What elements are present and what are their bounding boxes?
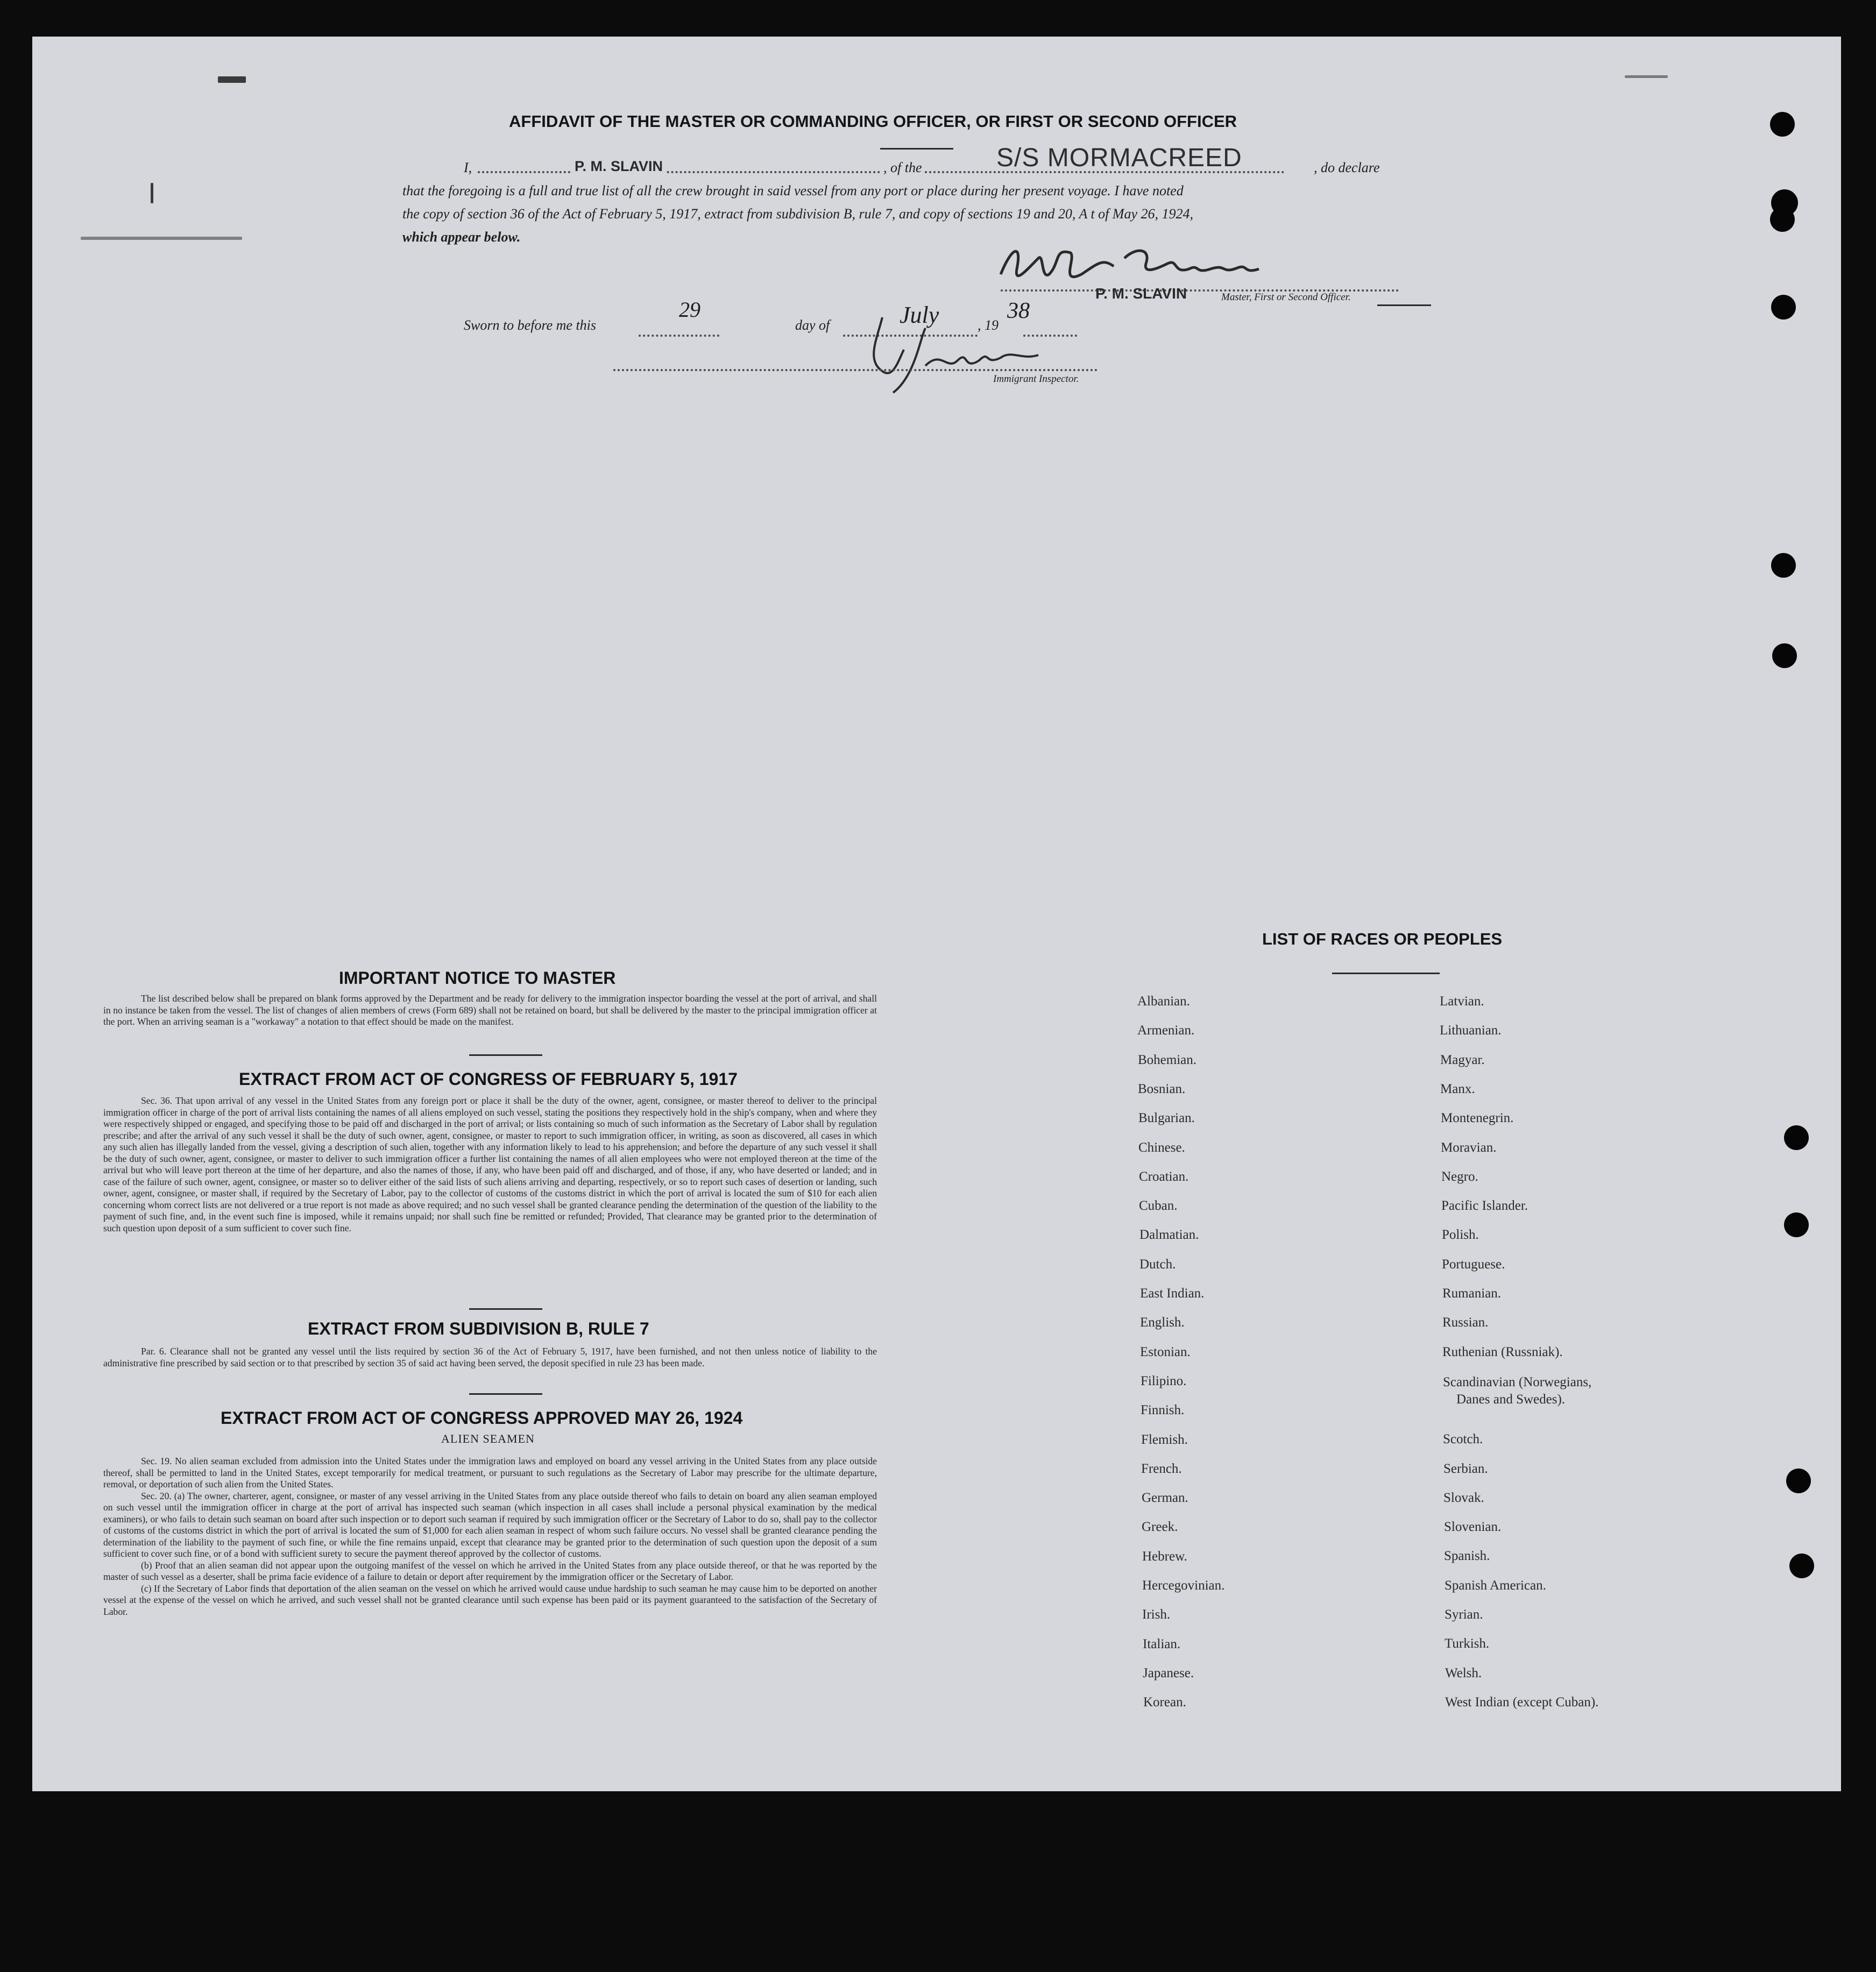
inspector-caption: Immigrant Inspector. [993, 373, 1079, 385]
race-item: Portuguese. [1442, 1257, 1505, 1272]
race-item: Scandinavian (Norwegians, Danes and Swedes). [1443, 1375, 1592, 1407]
extract-1924-title: EXTRACT FROM ACT OF CONGRESS APPROVED MAY 26, 1924 [221, 1408, 743, 1428]
race-item: Montenegrin. [1441, 1111, 1514, 1125]
declaration-line: the copy of section 36 of the Act of February 5, 1917, extract from subdivision B, rule 7, and copy of sections 19 and 20, A t of May 26, 1924, [402, 206, 1194, 222]
race-item: Spanish. [1444, 1549, 1490, 1563]
section-divider [469, 1308, 542, 1310]
sworn-day: 29 [679, 297, 700, 322]
binder-hole [1770, 112, 1795, 137]
signer-stamp: P. M. SLAVIN [1095, 285, 1187, 302]
sworn-month: July [900, 302, 939, 328]
scan-speck [1625, 75, 1668, 78]
notice-title: IMPORTANT NOTICE TO MASTER [339, 968, 616, 988]
affidavit-title: AFFIDAVIT OF THE MASTER OR COMMANDING OFFICER, OR FIRST OR SECOND OFFICER [509, 112, 1237, 131]
race-item: Greek. [1142, 1520, 1178, 1534]
sworn-year: 38 [1007, 299, 1030, 323]
race-item: Armenian. [1137, 1023, 1195, 1038]
race-item: Italian. [1143, 1637, 1181, 1651]
race-item: Japanese. [1143, 1666, 1194, 1680]
race-item: Irish. [1142, 1607, 1171, 1622]
race-item: East Indian. [1140, 1286, 1205, 1301]
race-item: Serbian. [1443, 1462, 1488, 1476]
inspector-signature-line [613, 369, 1098, 371]
race-item: Russian. [1442, 1315, 1489, 1330]
race-item: Finnish. [1141, 1403, 1185, 1417]
race-item: West Indian (except Cuban). [1445, 1695, 1599, 1709]
race-item: Filipino. [1141, 1374, 1187, 1388]
race-item: Latvian. [1440, 994, 1484, 1009]
binder-hole [1784, 1125, 1809, 1150]
rule7-text: Par. 6. Clearance shall not be granted any vessel until the lists required by section 36 of the Act of February 5, 1917, have been furnished, and not then unless notice of liability to the administrative fine prescribed by said section or to that prescribed by section 35 of said act having been served, the deposit specified in rule 23 has been made. [103, 1346, 877, 1368]
binder-hole [1770, 207, 1795, 232]
race-item: Lithuanian. [1440, 1023, 1502, 1038]
race-item: Magyar. [1440, 1053, 1485, 1067]
extract-1924-text: Sec. 19. No alien seaman excluded from admission into the United States under the immigration laws and employed on board any vessel arriving in the United States from any place outside thereof, shall be permitted to land in the United States, except temporarily for medical treatment, or pursuant to such regulations as the Secretary of Labor may prescribe for the ultimate departure, removal, or deportation of such alien from the United States. Sec. 20. (a) The owner, charterer, agent, consignee, or master of any vessel arriving in the United States from any place outside thereof who fails to detain on board any alien seaman employed on such vessel until the immigration officer in charge at the port of arrival has inspected such seaman (which inspection in all cases shall include a personal physical examination by the medical examiners), or who fails to detain such seaman on board after such inspection or to deport such seaman if required by such immigration officer or the Secretary of Labor to do so, shall pay to the collector of customs of the customs district in which the port of arrival is located the sum of $1,000 for each alien seaman in respect of whom such failure occurs. No vessel shall be granted clearance pending the determination of the liability to the payment of such fine, or while the fine remains unpaid, except that clearance may be granted prior to the determination of such question upon the deposit of a sum sufficient to cover such fine, or of a bond with sufficient surety to secure the payment thereof approved by the collector of customs. (b) Proof that an alien seaman did not appear upon the outgoing manifest of the vessel on which he arrived in the United States from any place outside thereof, or that he was reported by the master of such vessel as a deserter, shall be prima facie evidence of a failure to detain or deport after requirement by the immigration officer or the Secretary of Labor. (c) If the Secretary of Labor finds that deportation of the alien seaman on the vessel on which he arrived would cause undue hardship to such seaman he may cause him to be deported on another vessel at the expense of the vessel on which he arrived, and such vessel shall not be granted clearance until such expense has been paid or its payment guaranteed to the satisfaction of the Secretary of Labor. [103, 1456, 877, 1617]
affidavit-declaration: I, P. M. SLAVIN , of the S/S MORMACREED , do declare that the foregoing is a full and true list of all the crew brought in said vessel from any port or place during her present voyage. I have noted the copy of section 36 of the Act of February 5, 1917, extract from subdivision B, rule 7, and copy of sections 19 and 20, A t of May 26, 1924, which appear below. [402, 156, 1403, 249]
declaration-line: that the foregoing is a full and true list of all the crew brought in said vessel from any port or place during her present voyage. I have noted [402, 183, 1184, 198]
race-item: French. [1141, 1462, 1182, 1476]
extract-1917-title: EXTRACT FROM ACT OF CONGRESS OF FEBRUARY 5, 1917 [239, 1069, 738, 1089]
scan-speck [218, 76, 246, 83]
declaration-line: which appear below. [402, 229, 521, 245]
rule7-title: EXTRACT FROM SUBDIVISION B, RULE 7 [308, 1319, 649, 1338]
race-item: Dalmatian. [1139, 1228, 1199, 1242]
race-item: Turkish. [1445, 1636, 1490, 1651]
section-divider [469, 1393, 542, 1395]
race-item: Albanian. [1137, 994, 1190, 1009]
vessel-name-field: S/S MORMACREED [994, 146, 1244, 169]
master-caption: Master, First or Second Officer. [1221, 292, 1351, 303]
race-item: Bulgarian. [1138, 1111, 1195, 1125]
signature-flourish [1377, 304, 1431, 306]
title-underline [880, 148, 953, 150]
races-title: LIST OF RACES OR PEOPLES [1262, 930, 1503, 948]
race-item: Bohemian. [1138, 1053, 1197, 1067]
binder-hole [1771, 295, 1796, 320]
extract-1924-subtitle: ALIEN SEAMEN [441, 1432, 535, 1445]
race-item: Scotch. [1443, 1432, 1483, 1446]
race-item: English. [1140, 1315, 1185, 1330]
race-item: Ruthenian (Russniak). [1442, 1345, 1563, 1359]
race-item: Syrian. [1445, 1607, 1483, 1622]
race-item: Manx. [1440, 1082, 1475, 1096]
sworn-statement: Sworn to before me this 29 day of July , 19 38 [464, 313, 1109, 340]
binder-hole [1789, 1554, 1814, 1578]
binder-hole [1771, 553, 1796, 578]
race-item: Welsh. [1445, 1666, 1482, 1680]
extract-1917-text: Sec. 36. That upon arrival of any vessel in the United States from any foreign port or place it shall be the duty of the owner, agent, consignee, or master thereof to deliver to the principal immigration officer in charge of the port of arrival lists containing the names of all aliens employed on such vessel, stating the positions they respectively hold in the ship's company, when and where they were respectively shipped or engaged, and specifying those to be paid off and discharged in the port of arrival; or lists containing so much of such information as the Secretary of Labor shall by regulation prescribe; and after the arrival of any such vessel it shall be the duty of such owner, agent, consignee, or master to report to such immigration officer, in writing, as soon as discovered, all cases in which any such alien has illegally landed from the vessel, giving a description of such alien, together with any information likely to lead to his apprehension; and before the departure of any such vessel it shall be the duty of such owner, agent, consignee, or master to deliver to such immigration officer a further list containing the names of all alien employees who were not employed thereon at the time of the arrival but who will leave port thereon at the time of her departure, and also the names of those, if any, who have been paid off and discharged, and of those, if any, who have deserted or landed; and in case of the failure of such owner, agent, consignee, or master so to deliver either of the said lists of such aliens arriving and departing, respectively, or so to report such cases of desertion or landing, such owner, agent, consignee, or master shall, if required by the Secretary of Labor, pay to the collector of customs of the customs district in which the port of arrival is located the sum of $10 for each alien concerning whom correct lists are not delivered or a true report is not made as above required; and no such vessel shall be granted clearance pending the determination of the question of the liability to the payment of such fine, and, in the event such fine is imposed, while it remains unpaid; nor shall such fine be remitted or refunded; Provided, That clearance may be granted prior to the determination of such question upon deposit of a sum sufficient to cover such fine. [103, 1095, 877, 1233]
race-item: Croatian. [1139, 1169, 1189, 1184]
race-item: Korean. [1143, 1695, 1186, 1709]
race-item: Spanish American. [1445, 1578, 1546, 1593]
race-item: Dutch. [1139, 1257, 1176, 1272]
race-item: Chinese. [1138, 1140, 1185, 1155]
race-item: Slovak. [1443, 1491, 1484, 1505]
race-item: Cuban. [1139, 1198, 1178, 1213]
race-item: German. [1142, 1491, 1188, 1505]
race-item: Pacific Islander. [1441, 1198, 1528, 1213]
master-name-field: P. M. SLAVIN [572, 155, 665, 178]
race-item: Flemish. [1141, 1432, 1188, 1447]
race-item: Slovenian. [1444, 1520, 1502, 1534]
race-item: Rumanian. [1442, 1286, 1502, 1301]
notice-text: The list described below shall be prepared on blank forms approved by the Department and be ready for delivery to the immigration inspector boarding the vessel at the port of arrival, and shall in no instance be taken from the vessel. The list of changes of alien members of crews (Form 689) shall not be retained on board, but shall be delivered by the master to the principal immigration officer at the port. When an arriving seaman is a "workaway" a notation to that effect should be made on the manifest. [103, 993, 877, 1027]
scan-speck [151, 183, 153, 203]
race-item: Hebrew. [1142, 1549, 1187, 1564]
scan-speck [81, 237, 242, 240]
race-item: Bosnian. [1138, 1082, 1186, 1096]
binder-hole [1772, 643, 1797, 668]
race-item: Hercegovinian. [1142, 1578, 1225, 1593]
races-title-underline [1332, 973, 1440, 974]
race-item: Negro. [1441, 1169, 1478, 1184]
race-item: Estonian. [1140, 1345, 1191, 1359]
binder-hole [1784, 1212, 1809, 1237]
binder-hole [1786, 1469, 1811, 1493]
race-item: Polish. [1442, 1228, 1479, 1242]
section-divider [469, 1054, 542, 1056]
race-item: Moravian. [1441, 1140, 1497, 1155]
